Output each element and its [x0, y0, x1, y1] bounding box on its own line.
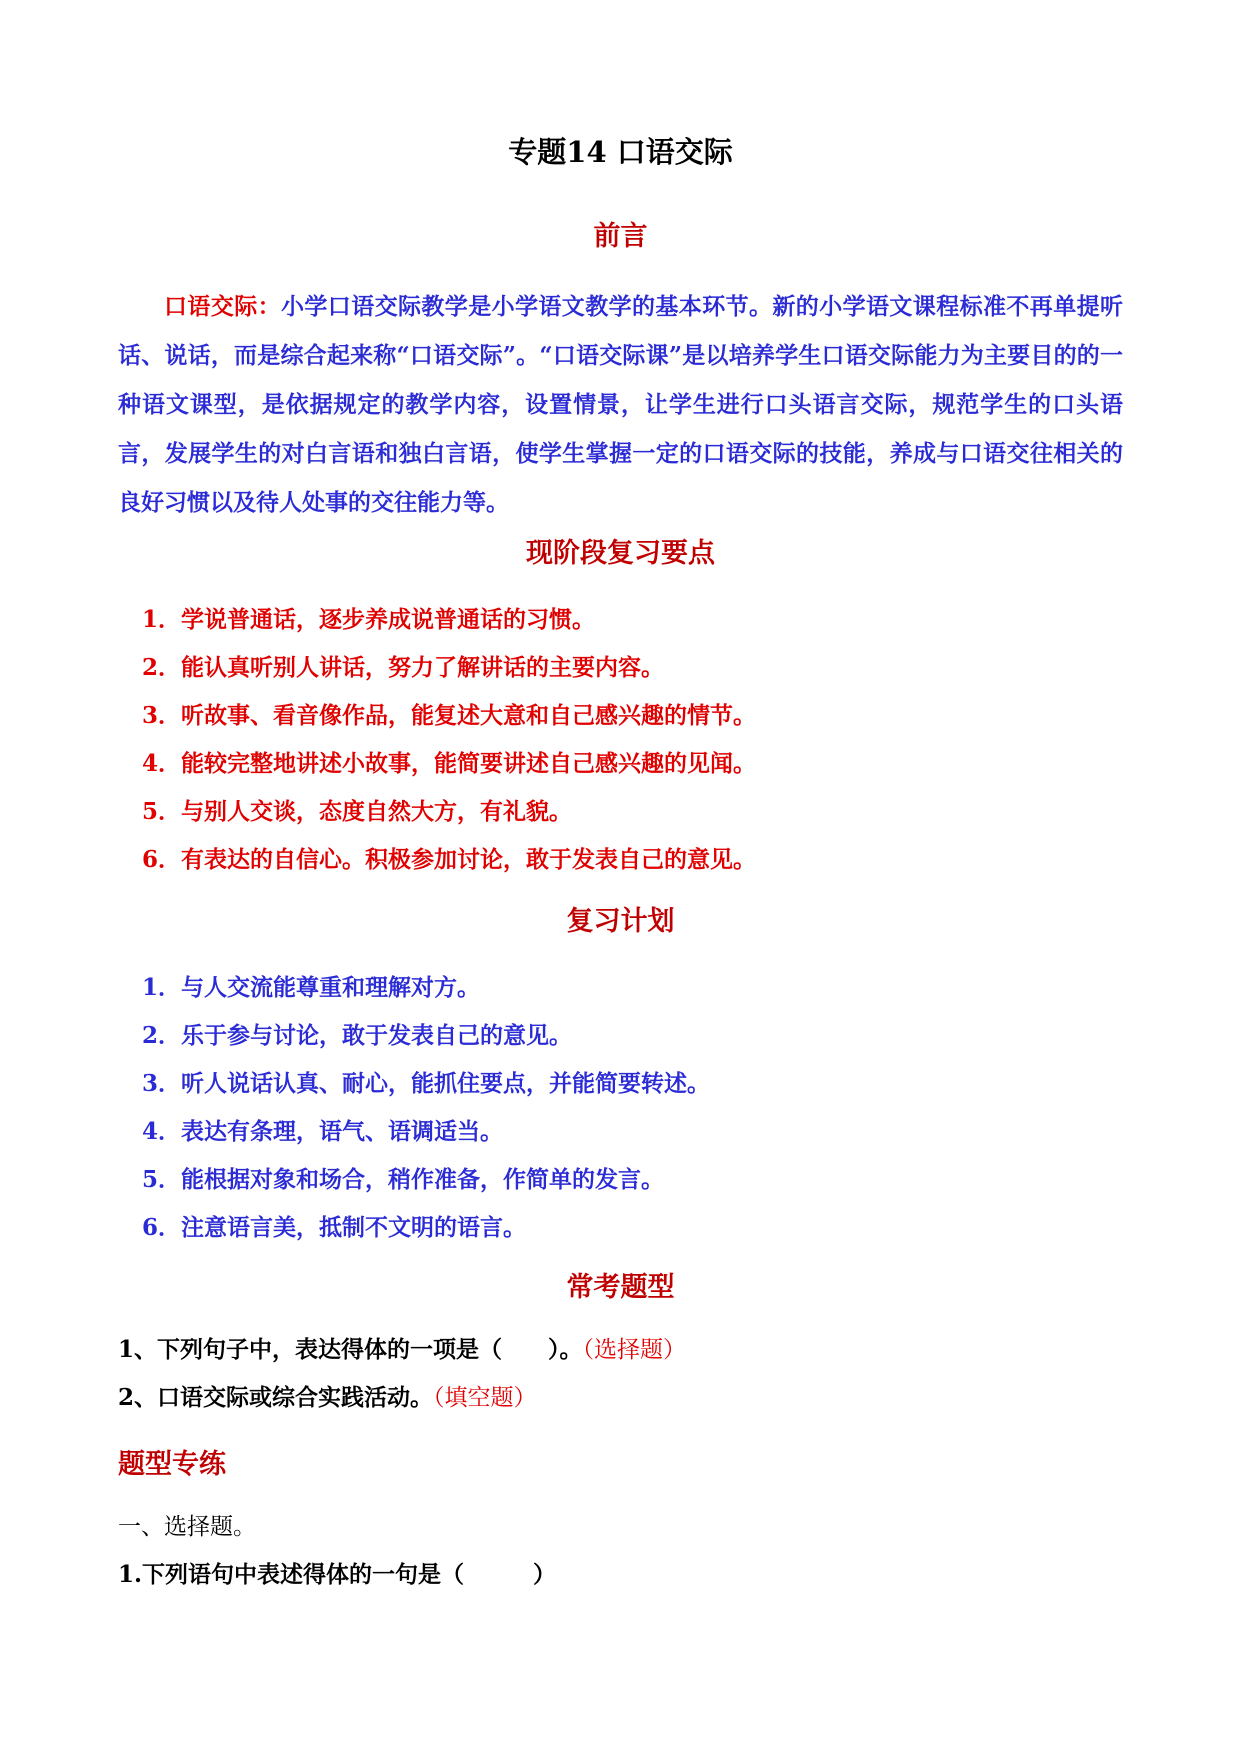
list-item: 5．能根据对象和场合，稍作准备，作简单的发言。: [142, 1166, 665, 1193]
document-title: 专题14 口语交际: [508, 135, 733, 169]
question-type-2: [118, 1378, 537, 1418]
list-item: 2．乐于参与讨论，敢于发表自己的意见。: [142, 1022, 573, 1049]
list-item: 6．注意语言美，抵制不文明的语言。: [142, 1214, 527, 1241]
practice-heading: 题型专练: [118, 1449, 226, 1480]
preface-paragraph: [118, 282, 1123, 527]
review-plan-list: [142, 964, 710, 1252]
list-item: 6．有表达的自信心。积极参加讨论，敢于发表自己的意见。: [142, 846, 757, 873]
list-item: 1．与人交流能尊重和理解对方。: [142, 974, 481, 1001]
practice-section-label: 一、选择题。: [118, 1514, 256, 1540]
question-type-tag: （填空题）: [433, 1385, 537, 1411]
preface-body: 小学口语交际教学是小学语文教学的基本环节。新的小学语文课程标准不再单提听话、说话，而是综合起来称“口语交际”。“口语交际课”是以培养学生口语交际能力为主要目的的一种语文课型，是依据规定的教学内容，设置情景，让学生进行口头语言交际，规范学生的口头语言，发展学生的对白言语和独白言语，使学生掌握一定的口语交际的技能，养成与口语交往相关的良好习惯以及待人处事的交往能力等。: [118, 293, 1123, 516]
list-item: 2．能认真听别人讲话，努力了解讲话的主要内容。: [142, 654, 665, 681]
list-item: 4．表达有条理，语气、语调适当。: [142, 1118, 504, 1145]
list-item: 4．能较完整地讲述小故事，能简要讲述自己感兴趣的见闻。: [142, 750, 757, 777]
list-item: 1．学说普通话，逐步养成说普通话的习惯。: [142, 606, 596, 633]
question-type-text: 2、口语交际或综合实践活动。: [118, 1384, 434, 1411]
question-types-heading: 常考题型: [566, 1272, 675, 1303]
question-type-tag: （选择题）: [582, 1337, 687, 1363]
list-item: 3．听人说话认真、耐心，能抓住要点，并能简要转述。: [142, 1070, 711, 1097]
question-type-1: [118, 1330, 686, 1370]
practice-question-1: 1.下列语句中表述得体的一句是（ ）: [118, 1561, 557, 1588]
review-plan-heading: 复习计划: [566, 906, 675, 937]
list-item: 3．听故事、看音像作品，能复述大意和自己感兴趣的情节。: [142, 702, 757, 729]
key-points-heading: 现阶段复习要点: [526, 538, 715, 569]
preface-heading: 前言: [593, 221, 648, 252]
question-type-text: 1、下列句子中，表达得体的一项是（ ）。: [118, 1336, 583, 1363]
list-item: 5．与别人交谈，态度自然大方，有礼貌。: [142, 798, 573, 825]
preface-lead: 口语交际：: [164, 293, 281, 320]
key-points-list: [142, 596, 756, 884]
